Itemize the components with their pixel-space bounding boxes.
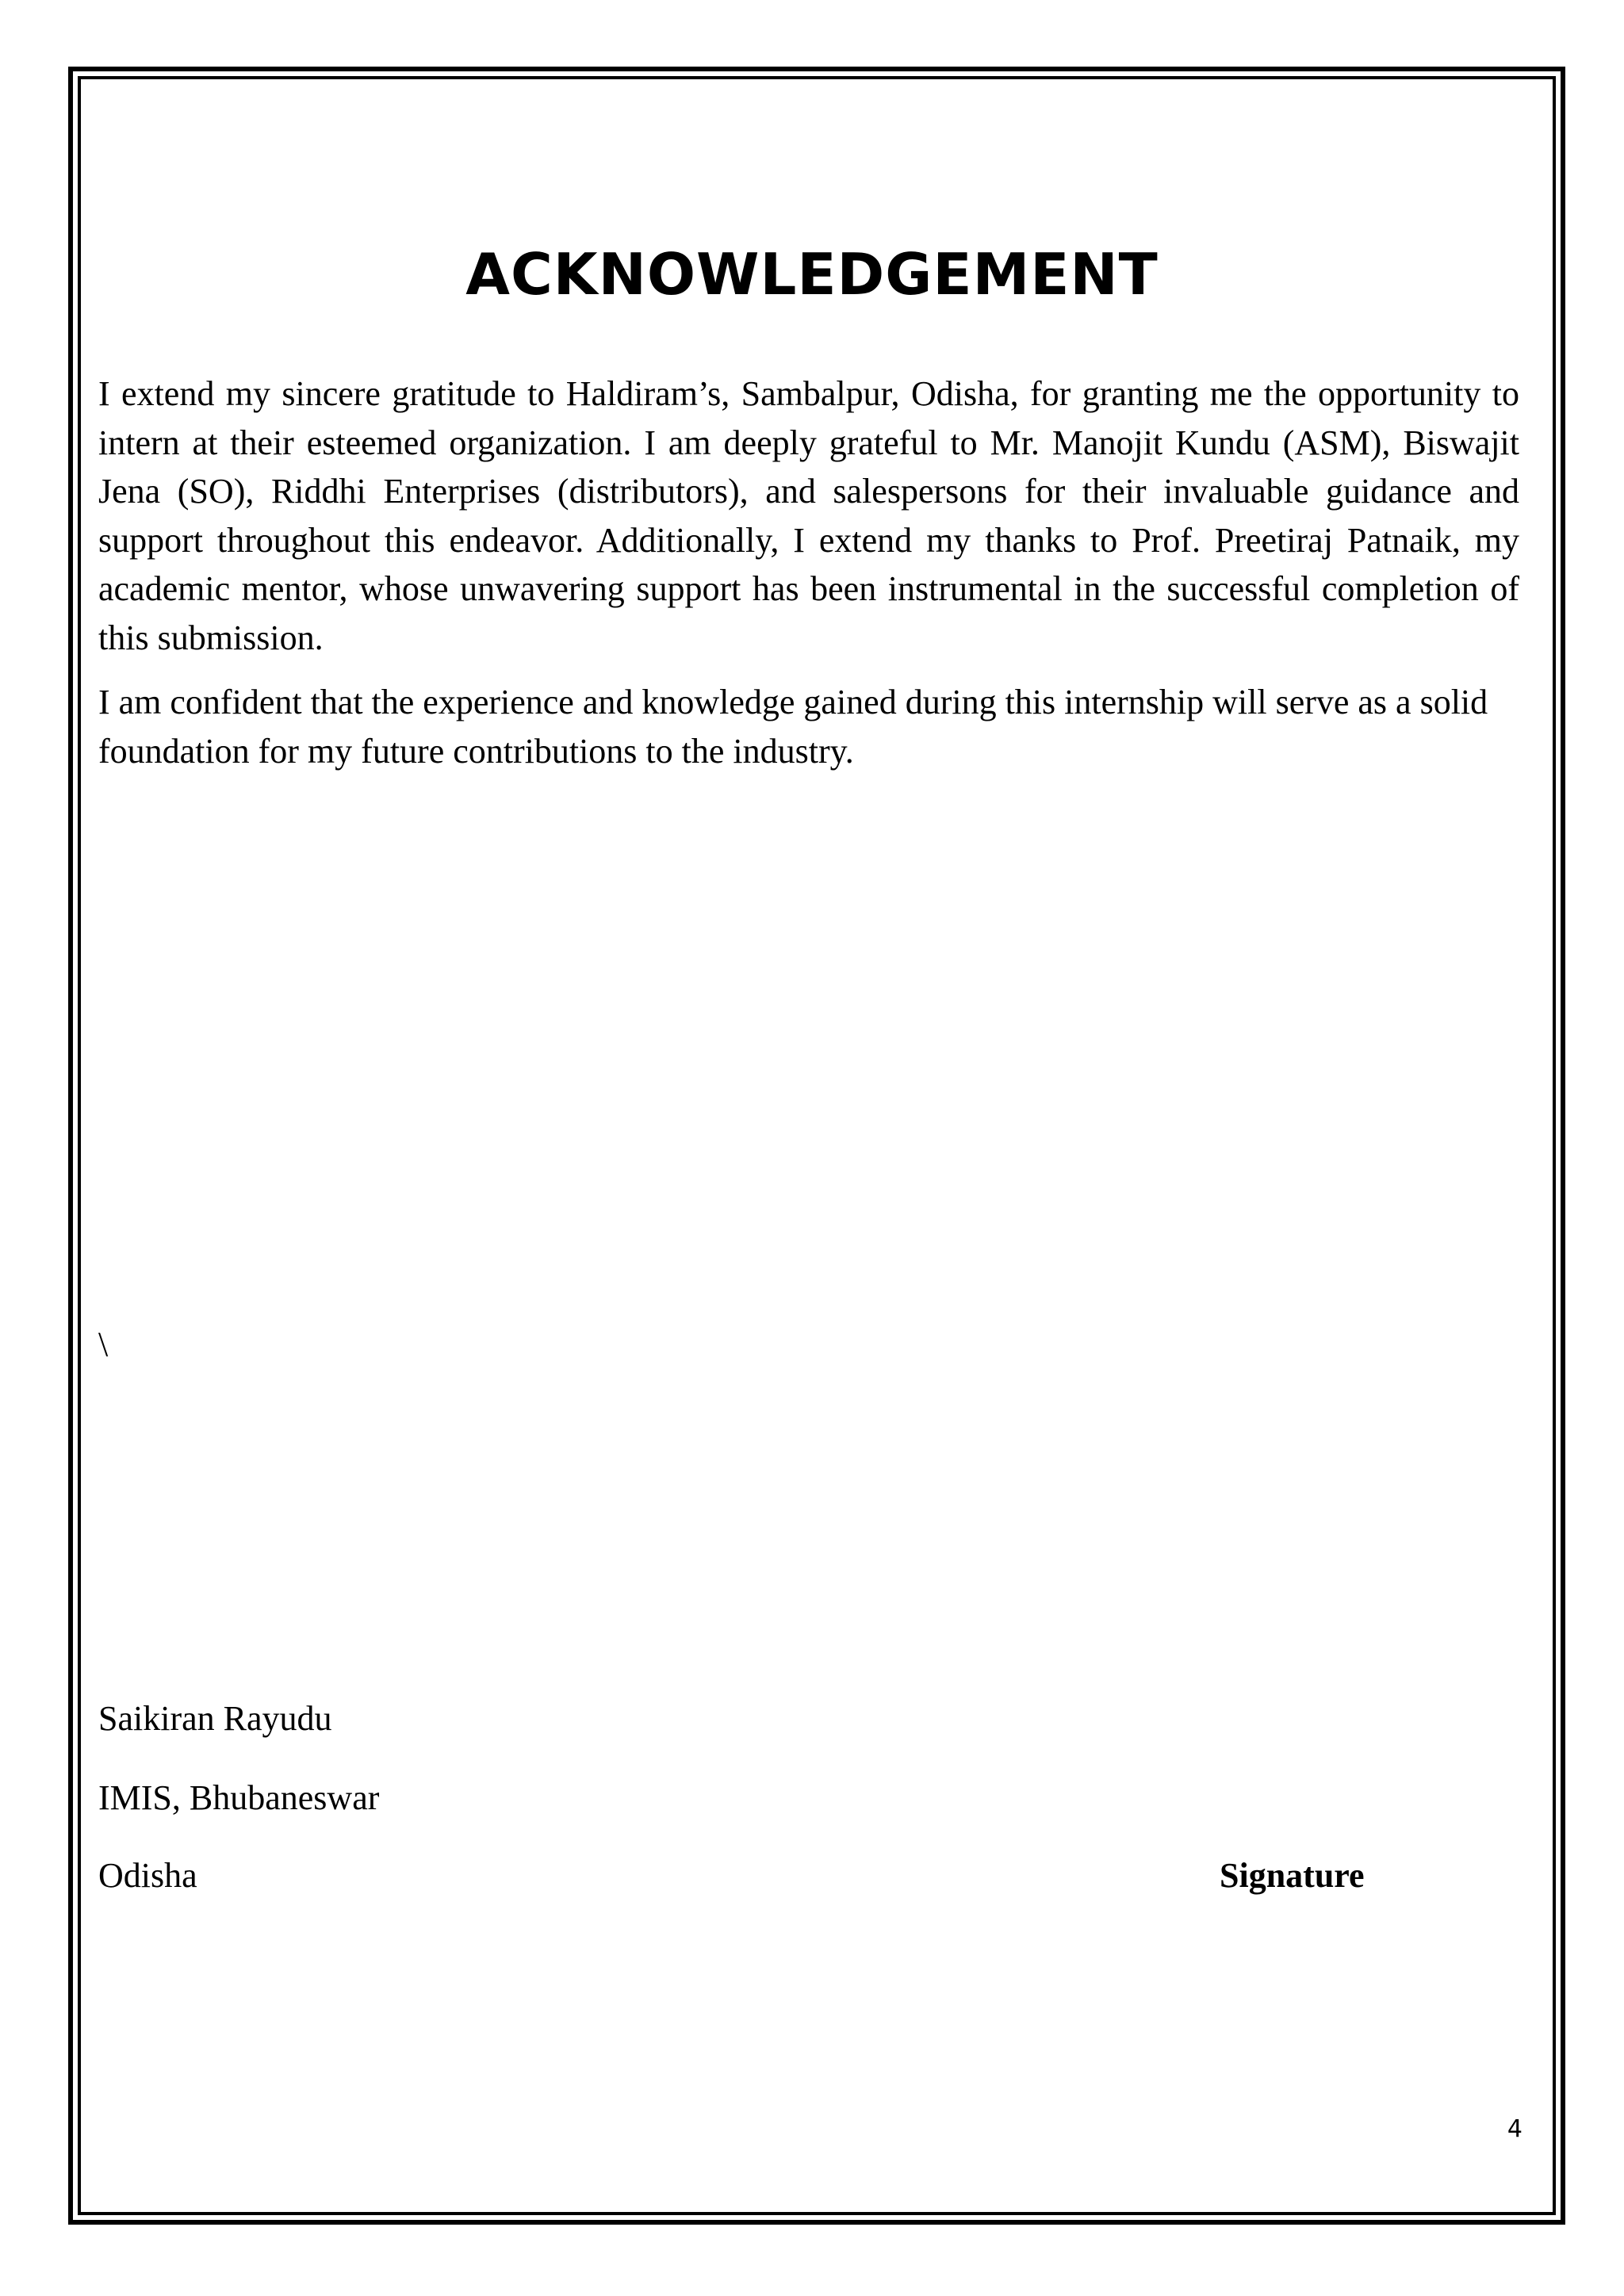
author-name: Saikiran Rayudu [98, 1699, 332, 1738]
signature-label: Signature [1220, 1856, 1365, 1895]
acknowledgement-paragraph-2: I am confident that the experience and knowledge gained during this internship will serve as a solid foundation for my future contributions to the industry. [98, 683, 1488, 771]
author-institution: IMIS, Bhubaneswar [98, 1778, 380, 1817]
stray-backslash-mark: \ [98, 1325, 109, 1364]
page-title: ACKNOWLEDGEMENT [465, 241, 1159, 308]
page-number: 4 [1507, 2115, 1522, 2143]
author-state: Odisha [98, 1856, 197, 1895]
acknowledgement-paragraph-1: I extend my sincere gratitude to Haldiram’s, Sambalpur, Odisha, for granting me the opportunity to intern at their esteemed organization. I am deeply grateful to Mr. Manojit Kundu (ASM), Biswajit Jena (SO), Riddhi Enterprises (distributors), and salespersons for their invaluable guidance and support throughout this endeavor. Additionally, I extend my thanks to Prof. Preetiraj Patnaik, my academic mentor, whose unwavering support has been instrumental in the successful completion of this submission. [98, 374, 1519, 657]
